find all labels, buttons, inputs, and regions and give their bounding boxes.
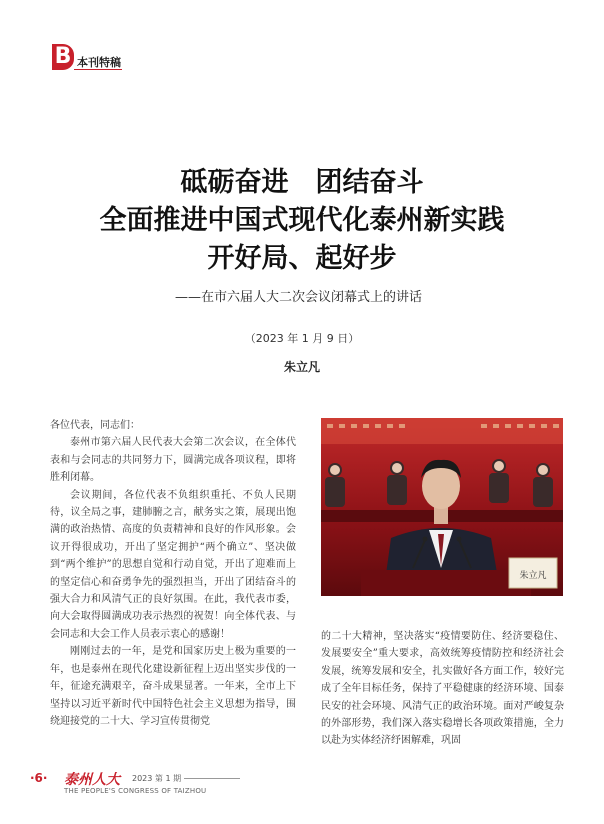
title-line-1: 砥砺奋进 团结奋斗 xyxy=(180,167,424,198)
issue-label: 2023 第 1 期 xyxy=(132,774,182,783)
speaker-photo xyxy=(321,418,563,596)
page-number: ·6· xyxy=(30,771,48,785)
title-line-3: 开好局、起好步 xyxy=(207,243,397,274)
title-line-2: 全面推进中国式现代化泰州新实践 xyxy=(99,205,505,236)
nameplate-text: 朱立凡 xyxy=(519,571,547,581)
paragraph: 刚刚过去的一年，是党和国家历史上极为重要的一年，也是泰州在现代化建设新征程上迈出坚实步伐的一年，征途充满艰辛，奋斗成果显著。一年来，全市上下坚持以习近平新时代中国特色社会主义思想为指导，围绕迎接党的二十大、学习宣传贯彻党 xyxy=(50,646,296,727)
paragraph: 泰州市第六届人民代表大会第二次会议，在全体代表和与会同志的共同努力下，圆满完成各项议程，即将胜利闭幕。 xyxy=(50,437,296,484)
magazine-english-name: THE PEOPLE'S CONGRESS OF TAIZHOU xyxy=(64,787,207,795)
magazine-logo: 泰州人大 xyxy=(64,772,120,788)
page-footer xyxy=(30,771,330,795)
paragraph: 会议期间，各位代表不负组织重托、不负人民期待，议全局之事，建肺腑之言，献务实之策，展现出饱满的政治热情、高度的负责精神和良好的作风形象。会议开得很成功，开出了坚定拥护“两个确立”、坚决做到“两个维护”的思想自觉和行动自觉，开出了迎难而上的坚定信心和奋勇争先的强烈担当，开出了团结奋斗的强大合力和风清气正的良好氛围。在此，我代表市委，向大会取得圆满成功表示热烈的祝贺！向全体代表、与会同志和大会工作人员表示衷心的感谢！ xyxy=(50,489,296,640)
section-tag xyxy=(52,44,121,70)
footer-rule xyxy=(184,778,240,779)
section-letter: B xyxy=(52,44,74,70)
salutation: 各位代表，同志们： xyxy=(50,420,140,431)
section-divider xyxy=(74,69,122,70)
author-name: 朱立凡 xyxy=(283,360,320,374)
body-column-right: 的二十大精神，坚决落实“疫情要防住、经济要稳住、发展要安全”重大要求，高效统筹疫情防控和经济社会发展，统筹发展和安全，扎实做好各方面工作，较好完成了全年目标任务，保持了平稳健康的经济环境、国泰民安的社会环境、风清气正的政治环境。面对严峻复杂的外部形势，我们深入落实稳增长各项政策措施，全力以赴为实体经济纾困解难，巩固 xyxy=(321,631,564,747)
subtitle: ——在市六届人大二次会议闭幕式上的讲话 xyxy=(175,290,423,305)
section-label: 本刊特稿 xyxy=(77,56,121,69)
body-column-left xyxy=(50,417,296,730)
speech-date: （2023 年 1 月 9 日） xyxy=(244,332,360,345)
